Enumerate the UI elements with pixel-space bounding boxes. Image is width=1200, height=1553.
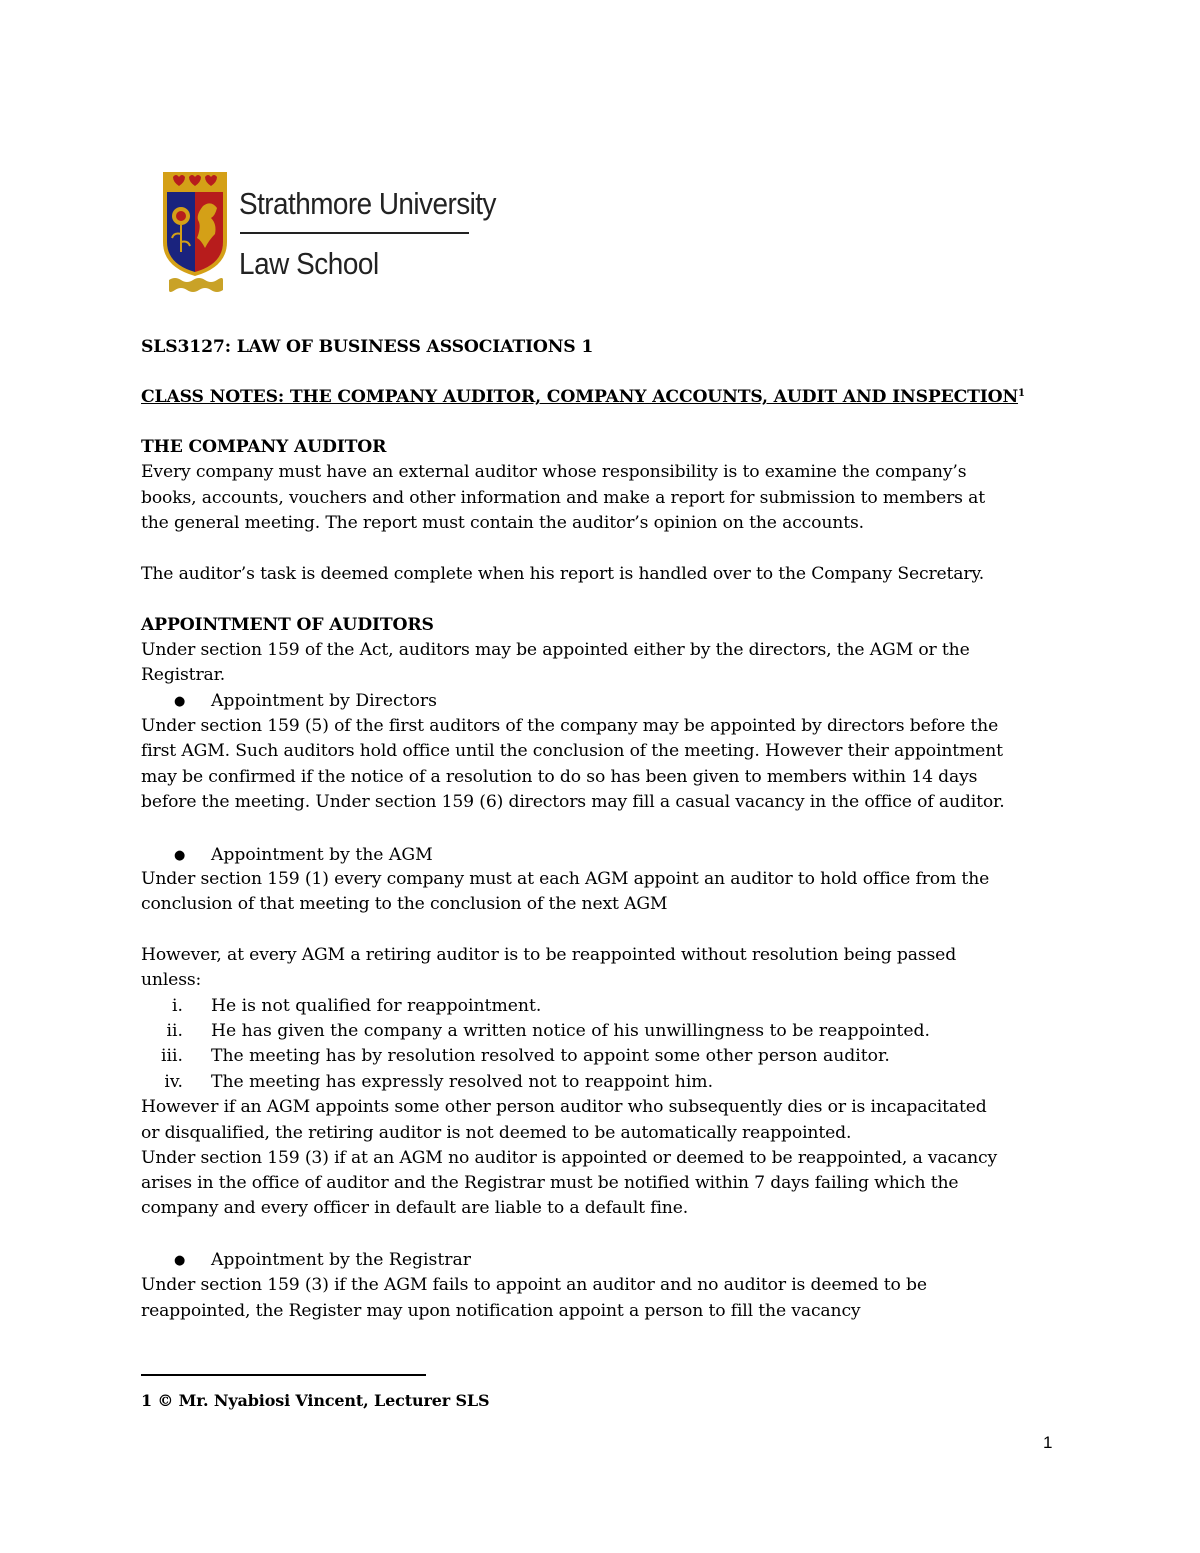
paragraph-line: Under section 159 (3) if the AGM fails to appoint an auditor and no auditor is deemed to be (141, 1275, 927, 1295)
logo-subtitle: Law School (239, 246, 379, 281)
bullet-text: Appointment by Directors (211, 691, 437, 711)
bullet-icon: ● (174, 694, 186, 709)
paragraph-line: However, at every AGM a retiring auditor is to be reappointed without resolution being passed (141, 945, 957, 965)
paragraph-line: conclusion of that meeting to the conclusion of the next AGM (141, 894, 668, 914)
paragraph-line: Under section 159 (5) of the first auditors of the company may be appointed by directors before the (141, 716, 999, 736)
paragraph-line: However if an AGM appoints some other person auditor who subsequently dies or is incapacitated (141, 1097, 987, 1117)
footnote-divider (141, 1374, 426, 1376)
paragraph-line: Under section 159 (3) if at an AGM no auditor is appointed or deemed to be reappointed, a vacancy (141, 1148, 998, 1168)
list-item-mark: iv. (164, 1072, 183, 1092)
list-item-text: The meeting has by resolution resolved to appoint some other person auditor. (211, 1046, 890, 1066)
university-crest-icon (163, 172, 229, 302)
logo-title: Strathmore University (239, 186, 496, 221)
paragraph-line: company and every officer in default are liable to a default fine. (141, 1198, 689, 1218)
list-item-mark: iii. (161, 1046, 183, 1066)
paragraph-line: may be confirmed if the notice of a resolution to do so has been given to members within 14 days (141, 767, 978, 787)
notes-footnote-ref[interactable]: 1 (1018, 388, 1025, 399)
bullet-icon: ● (174, 1253, 186, 1268)
list-item-text: He is not qualified for reappointment. (211, 996, 542, 1016)
footnote: 1 © Mr. Nyabiosi Vincent, Lecturer SLS (141, 1391, 490, 1410)
paragraph-line: unless: (141, 970, 202, 990)
paragraph-line: books, accounts, vouchers and other information and make a report for submission to members at (141, 488, 985, 508)
paragraph-line: Under section 159 of the Act, auditors may be appointed either by the directors, the AGM or the (141, 640, 970, 660)
notes-title (141, 385, 1025, 410)
paragraph-line: Every company must have an external auditor whose responsibility is to examine the company’s (141, 462, 967, 482)
paragraph-line: arises in the office of auditor and the Registrar must be notified within 7 days failing which the (141, 1173, 959, 1193)
bullet-text: Appointment by the Registrar (211, 1250, 471, 1270)
bullet-text: Appointment by the AGM (211, 845, 433, 865)
notes-title-text: CLASS NOTES: THE COMPANY AUDITOR, COMPANY ACCOUNTS, AUDIT AND INSPECTION (141, 387, 1019, 407)
university-logo (163, 172, 496, 302)
paragraph-line: before the meeting. Under section 159 (6) directors may fill a casual vacancy in the office of auditor. (141, 792, 1005, 812)
list-item-mark: i. (172, 996, 183, 1016)
paragraph-line: Registrar. (141, 665, 226, 685)
list-item-text: He has given the company a written notice of his unwillingness to be reappointed. (211, 1021, 930, 1041)
logo-divider (240, 232, 469, 234)
paragraph-line: or disqualified, the retiring auditor is not deemed to be automatically reappointed. (141, 1123, 852, 1143)
page-number: 1 (1043, 1433, 1053, 1452)
section-heading-auditor: THE COMPANY AUDITOR (141, 437, 387, 457)
course-heading: SLS3127: LAW OF BUSINESS ASSOCIATIONS 1 (141, 337, 594, 357)
paragraph-line: reappointed, the Register may upon notification appoint a person to fill the vacancy (141, 1301, 861, 1321)
section-heading-appointment: APPOINTMENT OF AUDITORS (141, 615, 434, 635)
bullet-icon: ● (174, 848, 186, 863)
paragraph-line: the general meeting. The report must contain the auditor’s opinion on the accounts. (141, 513, 864, 533)
list-item-mark: ii. (166, 1021, 183, 1041)
paragraph-line: The auditor’s task is deemed complete when his report is handled over to the Company Secretary. (141, 564, 985, 584)
paragraph-line: Under section 159 (1) every company must at each AGM appoint an auditor to hold office from the (141, 869, 990, 889)
list-item-text: The meeting has expressly resolved not to reappoint him. (211, 1072, 714, 1092)
paragraph-line: first AGM. Such auditors hold office until the conclusion of the meeting. However their appointment (141, 741, 1003, 761)
